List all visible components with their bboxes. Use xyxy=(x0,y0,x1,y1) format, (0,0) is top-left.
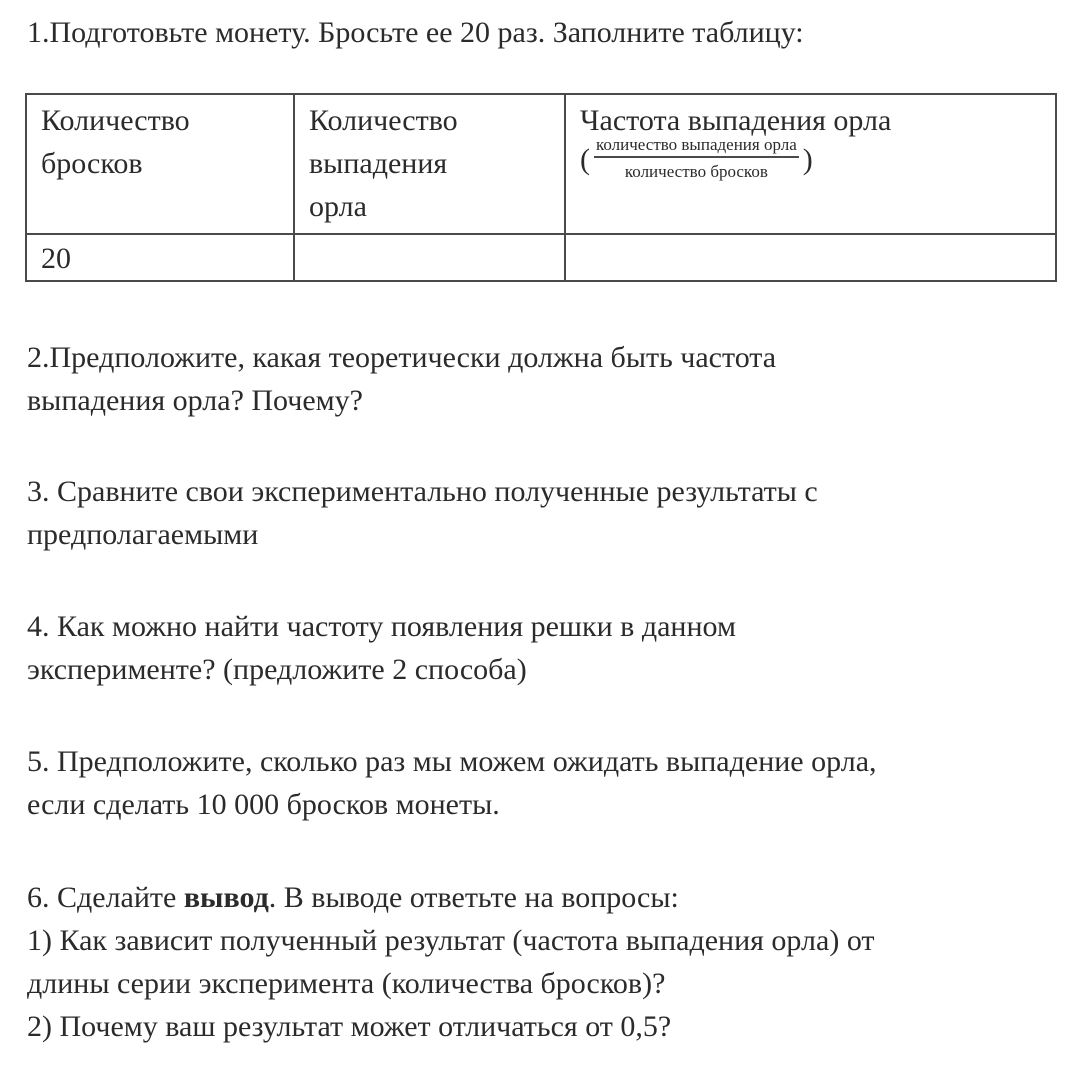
formula-denominator: количество бросков xyxy=(624,162,768,181)
task-6-text xyxy=(27,876,1067,1048)
table-row xyxy=(26,234,1056,281)
formula-paren-open: ( xyxy=(580,143,590,176)
header-throws-line-2: бросков xyxy=(41,147,143,180)
header-heads-line-2: выпадения xyxy=(309,147,448,180)
task-4-text xyxy=(27,605,1067,691)
task-3-line-2: предполагаемыми xyxy=(27,518,259,551)
task-3-text xyxy=(27,470,1067,556)
task-6-conclusion-word: вывод xyxy=(183,881,269,914)
formula-numerator: количество выпадения орла xyxy=(594,134,799,158)
header-heads-line-1: Количество xyxy=(309,104,458,137)
task-2-line-1: 2.Предположите, какая теоретически должна быть частота xyxy=(27,341,777,374)
formula-paren-close: ) xyxy=(802,143,813,176)
header-throws-line-1: Количество xyxy=(41,104,190,137)
task-5-text xyxy=(27,740,1067,826)
task-6-question-1-line-2: длины серии эксперимента (количества бросков)? xyxy=(27,967,666,1000)
cell-frequency-value[interactable] xyxy=(565,234,1056,281)
task-2-line-2: выпадения орла? Почему? xyxy=(27,384,363,417)
task-2-text xyxy=(27,336,1067,422)
task-6-question-2: 2) Почему ваш результат может отличаться от 0,5? xyxy=(27,1010,672,1043)
header-heads-line-3: орла xyxy=(309,190,367,223)
results-table xyxy=(25,93,1057,282)
task-6-intro-start: 6. Сделайте xyxy=(27,881,184,914)
table-header-row xyxy=(26,94,1056,234)
task-5-line-2: если сделать 10 000 бросков монеты. xyxy=(27,788,500,821)
header-heads-count xyxy=(294,94,565,234)
header-frequency-title: Частота выпадения орла xyxy=(580,104,892,137)
task-6-intro-end: . В выводе ответьте на вопросы: xyxy=(268,881,679,914)
formula-fraction xyxy=(594,134,799,186)
task-3-line-1: 3. Сравните свои экспериментально полученные результаты с xyxy=(27,475,818,508)
task-5-line-1: 5. Предположите, сколько раз мы можем ожидать выпадение орла, xyxy=(27,745,877,778)
task-4-line-1: 4. Как можно найти частоту появления решки в данном xyxy=(27,610,736,643)
task-6-question-1-line-1: 1) Как зависит полученный результат (частота выпадения орла) от xyxy=(27,924,875,957)
header-heads-frequency xyxy=(565,94,1056,234)
header-throws-count xyxy=(26,94,294,234)
task-1-text xyxy=(27,11,1067,54)
task-1-line: 1.Подготовьте монету. Бросьте ее 20 раз. Заполните таблицу: xyxy=(27,16,804,49)
cell-throws-value: 20 xyxy=(26,234,294,281)
task-6-intro xyxy=(27,876,1067,919)
task-4-line-2: эксперименте? (предложите 2 способа) xyxy=(27,653,527,686)
cell-heads-value[interactable] xyxy=(294,234,565,281)
